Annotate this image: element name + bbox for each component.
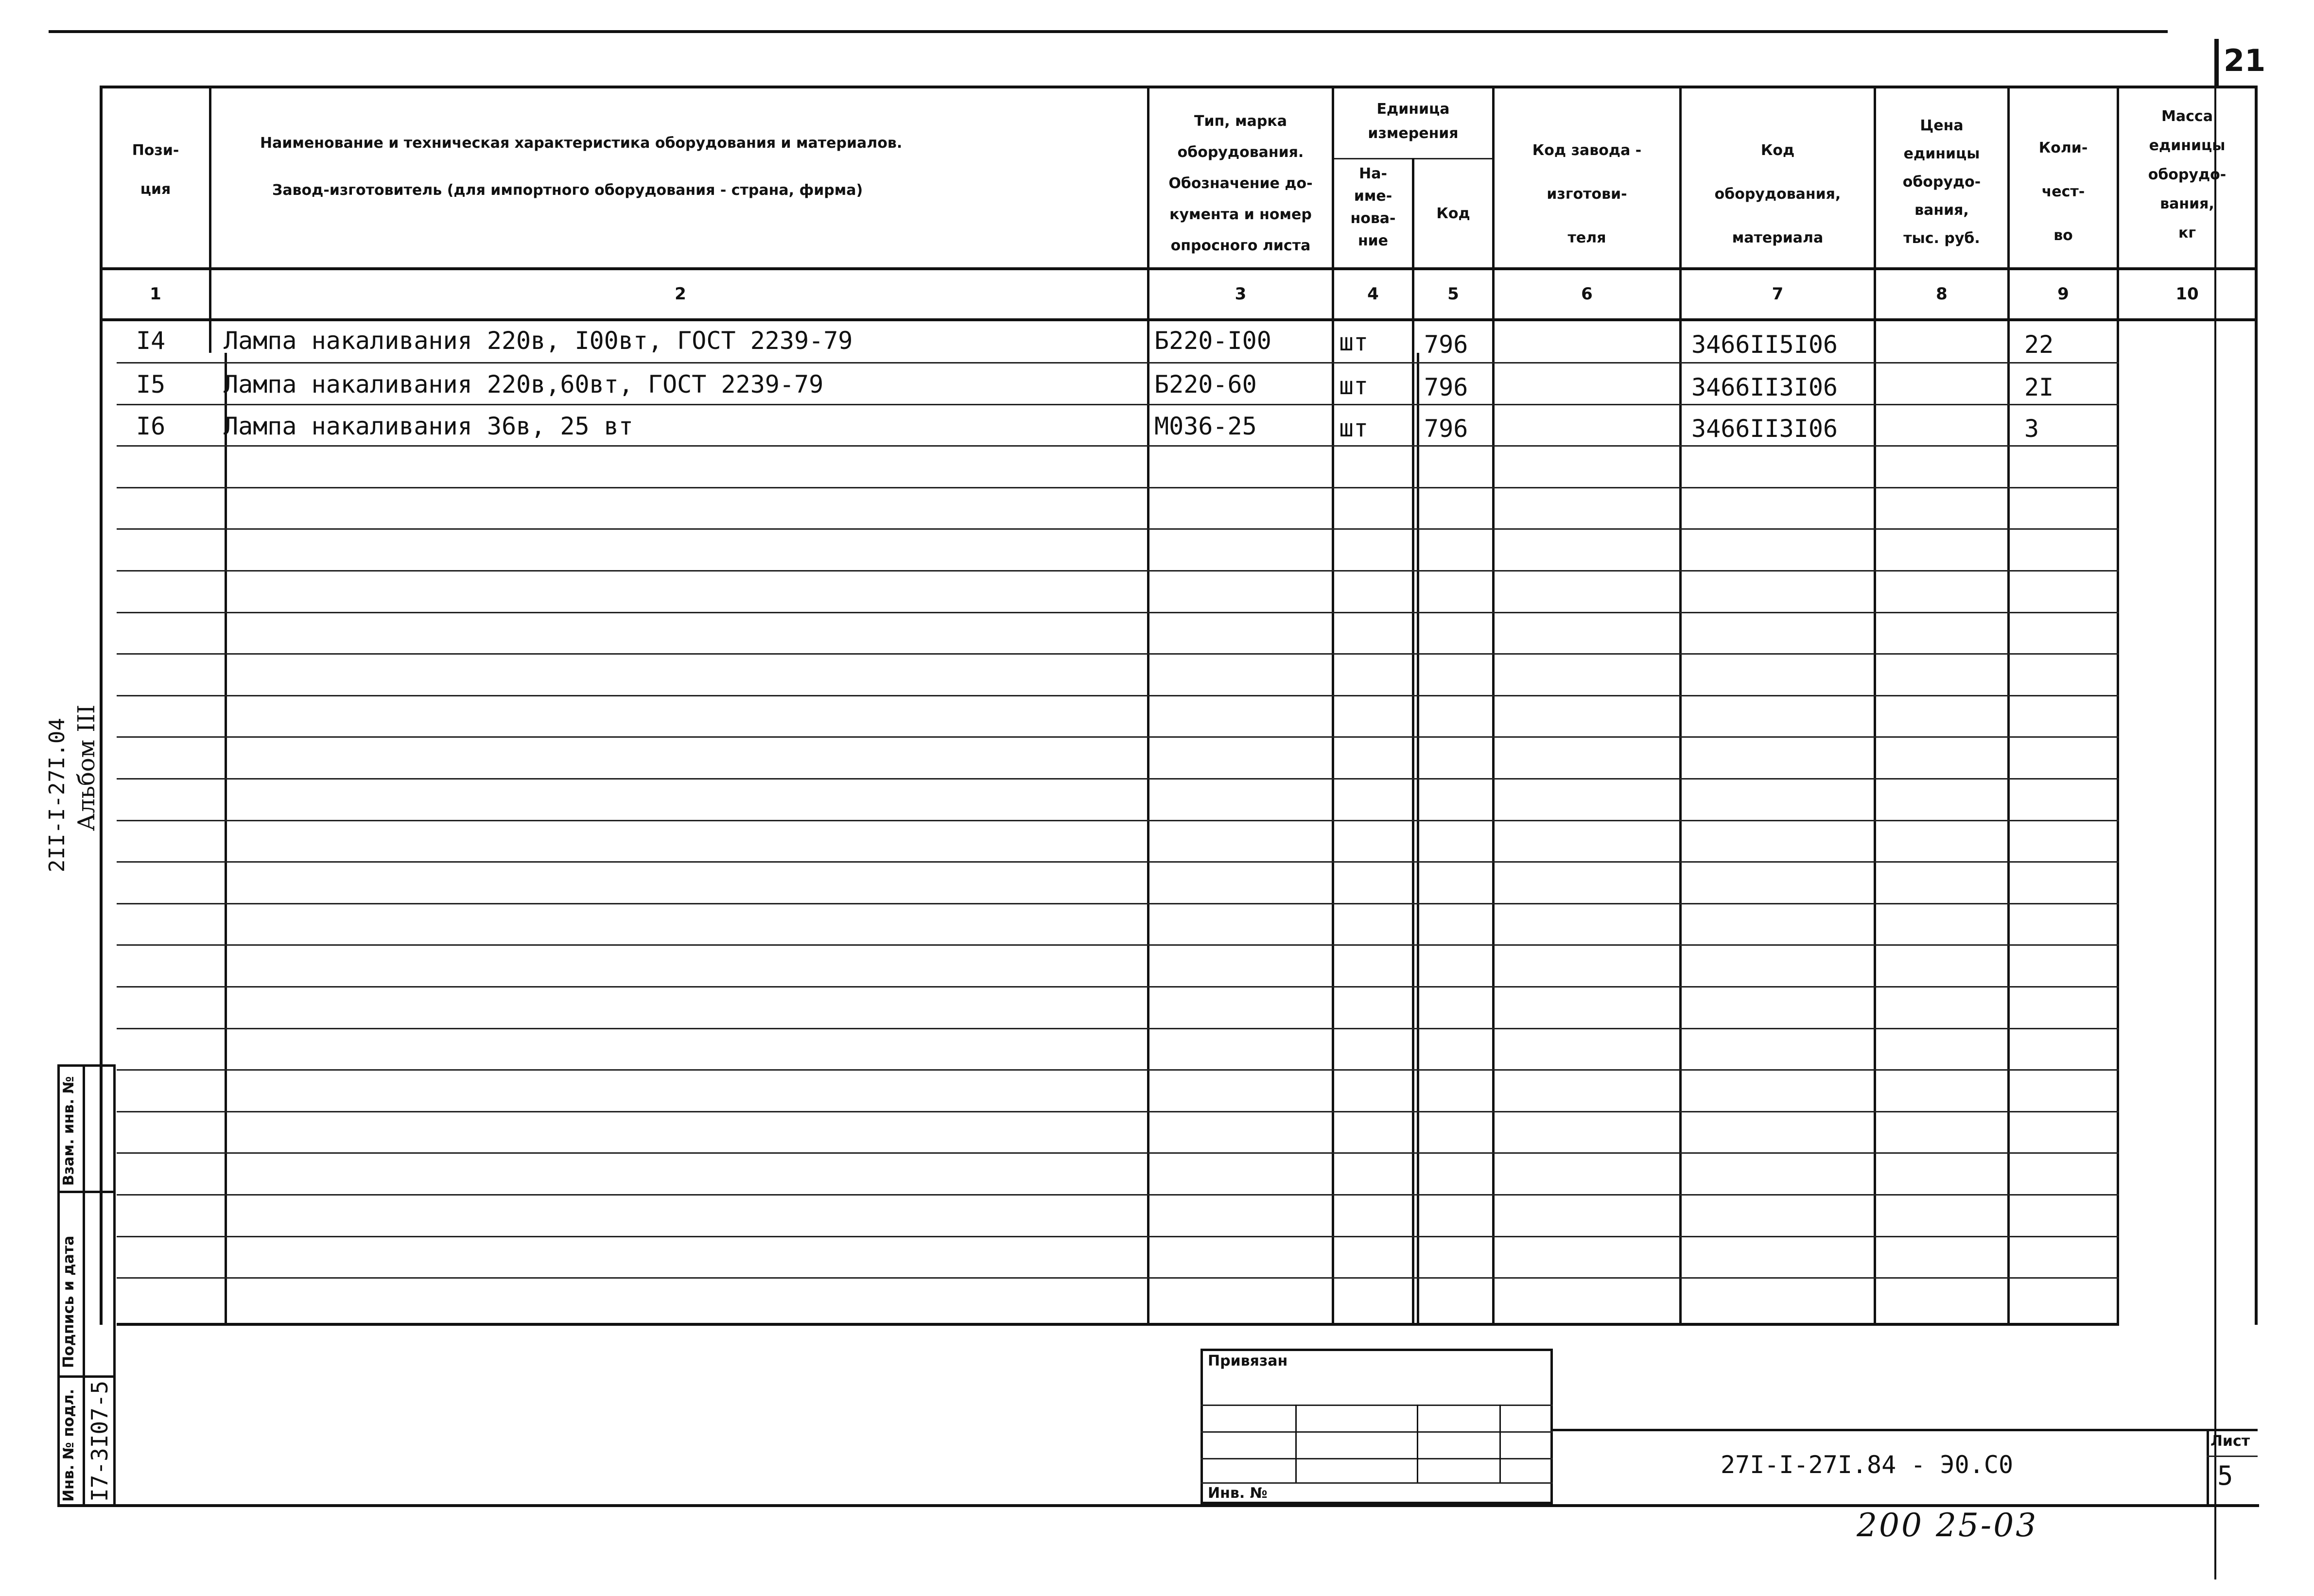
- header-col8: Цена единицы оборудо- вания, тыс. руб.: [1902, 117, 1981, 247]
- sheet-label: Лист: [2210, 1433, 2250, 1450]
- col-divider: [1679, 86, 1682, 1325]
- row-separator: [117, 1069, 2119, 1071]
- row3-pos: I6: [136, 412, 166, 440]
- row-separator: [117, 612, 2119, 613]
- col-divider: [1874, 86, 1876, 1325]
- col-divider: [225, 353, 227, 1325]
- row2-qty: 2I: [2024, 373, 2054, 401]
- side-stamp-line: [57, 1191, 116, 1193]
- col-divider: [1492, 86, 1495, 1325]
- colnum-4: 4: [1367, 284, 1379, 304]
- row-separator: [117, 820, 2119, 821]
- row3-name: Лампа накаливания 36в, 25 вт: [224, 412, 633, 440]
- colnum-2: 2: [675, 284, 686, 304]
- row-separator: [117, 445, 2119, 447]
- colnum-3: 3: [1235, 284, 1247, 304]
- row2-unit-code: 796: [1424, 373, 1468, 401]
- row-separator: [117, 404, 2119, 405]
- header-col7: Код оборудования, материала: [1714, 142, 1841, 246]
- col-divider: [2007, 86, 2010, 1325]
- row-separator: [117, 986, 2119, 988]
- col-divider: [2117, 86, 2119, 1325]
- row3-qty: 3: [2024, 415, 2039, 443]
- row-separator: [117, 1028, 2119, 1029]
- row-separator: [117, 944, 2119, 946]
- colnum-1: 1: [150, 284, 161, 304]
- row2-name: Лампа накаливания 220в,60вт, ГОСТ 2239-79: [224, 370, 824, 399]
- inv-no-label: Инв. №: [1208, 1485, 1268, 1502]
- header-bottom-line: [100, 267, 2258, 270]
- row3-code: 3466II3I06: [1691, 415, 1838, 443]
- header-col10: Масса единицы оборудо- вания, кг: [2148, 108, 2227, 242]
- header-col2-line2: Завод-изготовитель (для импортного оборудования - страна, фирма): [272, 182, 863, 199]
- row2-pos: I5: [136, 370, 166, 399]
- row1-unit-code: 796: [1424, 330, 1468, 359]
- header-col2-line1: Наименование и техническая характеристика оборудования и материалов.: [260, 135, 903, 152]
- side-label-sign-date: Подпись и дата: [60, 1235, 77, 1368]
- colnum-bottom-line: [100, 318, 2258, 321]
- sheet-number: 5: [2217, 1460, 2233, 1491]
- privyazan-line: [1200, 1482, 1553, 1484]
- col-divider: [1417, 353, 1419, 1325]
- row-separator: [117, 1236, 2119, 1237]
- sheet-box-divider: [2207, 1429, 2209, 1504]
- row1-code: 3466II5I06: [1691, 330, 1838, 359]
- sheet-box-line: [2207, 1456, 2258, 1457]
- row-separator: [117, 1194, 2119, 1196]
- header-col4: На- име- нова- ние: [1350, 165, 1396, 249]
- album-label: Альбом III: [73, 704, 100, 831]
- privyazan-divider: [1417, 1405, 1418, 1482]
- header-col1: Пози- ция: [132, 142, 179, 198]
- row-separator: [117, 1152, 2119, 1154]
- row1-type: Б220-I00: [1154, 327, 1271, 355]
- row-separator: [117, 653, 2119, 655]
- row-separator: [117, 570, 2119, 572]
- table-frame: [100, 86, 2258, 1325]
- row-separator: [117, 695, 2119, 696]
- top-border-line: [49, 30, 2168, 33]
- row-separator: [117, 528, 2119, 530]
- row-separator: [117, 1277, 2119, 1279]
- row-separator: [117, 861, 2119, 863]
- side-stamp-divider: [83, 1064, 85, 1507]
- header-col3: Тип, марка оборудования. Обозначение до- кумента и номер опросного листа: [1168, 113, 1313, 254]
- privyazan-label: Привязан: [1208, 1353, 1288, 1370]
- header-col5: Код: [1436, 205, 1470, 222]
- row1-qty: 22: [2024, 330, 2054, 359]
- row-separator: [117, 736, 2119, 738]
- colnum-5: 5: [1447, 284, 1459, 304]
- header-unit-group: Единица измерения: [1368, 101, 1459, 142]
- privyazan-divider: [1295, 1405, 1297, 1482]
- colnum-7: 7: [1772, 284, 1784, 304]
- row2-unit: шт: [1339, 372, 1369, 400]
- side-label-inv-podl: Инв. № подл.: [60, 1388, 77, 1502]
- album-code: 2II-I-27I.04: [45, 718, 70, 872]
- doc-code-top-line: [1553, 1429, 2258, 1431]
- row2-code: 3466II3I06: [1691, 373, 1838, 401]
- colnum-9: 9: [2057, 284, 2069, 304]
- privyazan-divider: [1499, 1405, 1501, 1482]
- row-separator: [117, 778, 2119, 780]
- row1-name: Лампа накаливания 220в, I00вт, ГОСТ 2239-79: [224, 327, 853, 355]
- col-divider: [1147, 86, 1149, 1325]
- colnum-6: 6: [1581, 284, 1593, 304]
- handwritten-note: 200 25-03: [1857, 1507, 2038, 1544]
- row3-unit: шт: [1339, 414, 1369, 442]
- grid-bottom-line: [117, 1323, 2119, 1326]
- row-separator: [117, 362, 2119, 364]
- row-separator: [117, 1111, 2119, 1112]
- page-number-top: 21: [2224, 43, 2266, 78]
- row3-type: М036-25: [1154, 412, 1257, 440]
- col-divider: [209, 86, 211, 353]
- side-stamp-line: [57, 1375, 116, 1378]
- side-inv-number: I7-3I07-5: [87, 1380, 113, 1502]
- row-separator: [117, 903, 2119, 904]
- row1-pos: I4: [136, 327, 166, 355]
- colnum-10: 10: [2175, 284, 2199, 304]
- col-divider: [1412, 158, 1414, 1325]
- colnum-8: 8: [1936, 284, 1948, 304]
- header-col9: Коли- чест- во: [2038, 139, 2088, 244]
- col-divider: [1332, 86, 1334, 1325]
- header-col6: Код завода - изготови- теля: [1532, 142, 1642, 246]
- document-code: 27I-I-27I.84 - Э0.С0: [1721, 1451, 2014, 1479]
- row3-unit-code: 796: [1424, 415, 1468, 443]
- side-label-vzam: Взам. инв. №: [60, 1076, 77, 1186]
- row1-unit: шт: [1339, 328, 1369, 356]
- row-separator: [117, 487, 2119, 488]
- row2-type: Б220-60: [1154, 370, 1257, 399]
